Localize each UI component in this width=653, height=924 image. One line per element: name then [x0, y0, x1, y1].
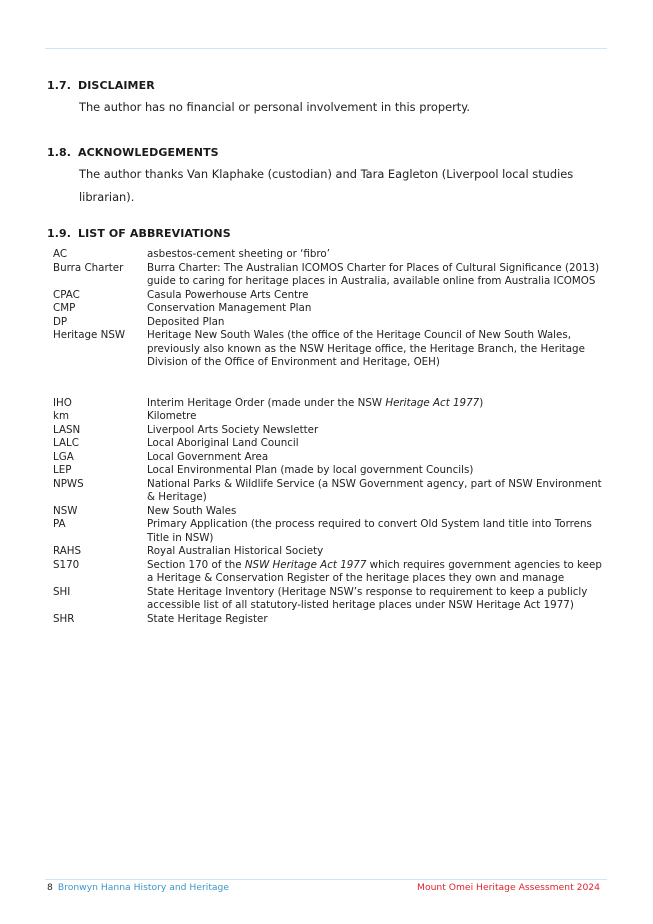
- abbreviation-row: [53, 424, 603, 438]
- abbreviation-term: km: [53, 410, 69, 422]
- definition-text: Interim Heritage Order (made under the NSW: [147, 396, 386, 409]
- abbreviation-definition: Local Government Area: [147, 450, 269, 463]
- abbreviation-definition: State Heritage Register: [147, 612, 268, 625]
- abbreviation-term: LEP: [53, 464, 72, 476]
- abbreviation-term: IHO: [53, 396, 72, 409]
- abbreviation-definition: Conservation Management Plan: [147, 302, 312, 314]
- abbreviation-term: AC: [53, 248, 68, 260]
- abbreviation-term: Burra Charter: [53, 261, 124, 274]
- abbreviation-definition: Local Aboriginal Land Council: [147, 437, 299, 449]
- abbreviation-row: [53, 613, 603, 627]
- section-number: 1.9.: [47, 227, 72, 240]
- abbreviation-definition: Heritage New South Wales (the office of the Heritage Council of New South Wales, previously also known as the NSW Heritage office, the Heritage Branch, the Heritage Division of the Office of Environment and Heritage, OEH): [147, 329, 585, 368]
- abbreviations-heading: [47, 227, 231, 240]
- abbreviation-row: [53, 437, 603, 451]
- footer-document-title: Mount Omei Heritage Assessment 2024: [417, 882, 600, 893]
- page-number: 8: [47, 882, 53, 893]
- section-title: ACKNOWLEDGEMENTS: [78, 146, 219, 159]
- footer-rule: [45, 879, 607, 880]
- abbreviation-term: Heritage NSW: [53, 329, 126, 341]
- abbreviation-row: [53, 329, 603, 370]
- abbreviation-definition: National Parks & Wildlife Service (a NSW Government agency, part of NSW Environment & Heritage): [147, 477, 602, 503]
- abbreviation-row: [53, 545, 603, 559]
- abbreviation-term: NSW: [53, 504, 78, 517]
- abbreviation-row: [53, 559, 603, 586]
- abbreviation-definition: Burra Charter: The Australian ICOMOS Charter for Places of Cultural Significance (2013) guide to caring for heritage places in Australia, available online from Australia ICOMOS: [147, 261, 600, 287]
- footer-left: [47, 882, 229, 893]
- abbreviation-term: CMP: [53, 302, 76, 314]
- abbreviation-term: NPWS: [53, 477, 84, 490]
- abbreviation-term: LASN: [53, 423, 81, 436]
- abbreviation-definition: Kilometre: [147, 410, 197, 422]
- acknowledgements-heading: [47, 146, 219, 159]
- abbreviation-definition: Primary Application (the process required to convert Old System land title into Torrens Title in NSW): [147, 518, 592, 544]
- abbreviation-row: [53, 289, 603, 303]
- abbreviation-row: [53, 397, 603, 411]
- abbreviation-definition: [147, 397, 602, 411]
- definition-text: Section 170 of the: [147, 558, 245, 571]
- abbreviation-term: LGA: [53, 450, 74, 463]
- abbreviation-definition: New South Wales: [147, 504, 237, 517]
- disclaimer-text: The author has no financial or personal involvement in this property.: [79, 100, 470, 114]
- abbreviation-term: PA: [53, 518, 66, 530]
- section-number: 1.7.: [47, 79, 72, 92]
- abbreviations-table: [53, 248, 603, 626]
- definition-text: ): [479, 396, 484, 409]
- abbreviation-row: [53, 518, 603, 545]
- act-title: Heritage Act 1977: [385, 396, 480, 409]
- abbreviation-term: SHI: [53, 585, 71, 598]
- abbreviation-row: [53, 464, 603, 478]
- abbreviation-term: RAHS: [53, 545, 82, 557]
- abbreviation-term: LALC: [53, 437, 79, 449]
- section-title: DISCLAIMER: [78, 79, 155, 92]
- section-title: LIST OF ABBREVIATIONS: [78, 227, 231, 240]
- footer-author: Bronwyn Hanna History and Heritage: [57, 882, 230, 893]
- abbreviation-row: [53, 262, 603, 289]
- abbreviation-row: [53, 248, 603, 262]
- abbreviation-term: CPAC: [53, 288, 80, 301]
- abbreviation-row: [53, 451, 603, 465]
- disclaimer-heading: [47, 79, 155, 92]
- abbreviation-term: DP: [53, 315, 68, 328]
- abbreviation-definition: asbestos-cement sheeting or ‘fibro’: [147, 248, 331, 260]
- abbreviation-definition: Local Environmental Plan (made by local government Councils): [147, 464, 474, 476]
- section-number: 1.8.: [47, 146, 72, 159]
- abbreviation-row: [53, 478, 603, 505]
- abbreviation-row: [53, 505, 603, 519]
- abbreviation-row: [53, 316, 603, 330]
- definition-text: which requires government agencies to keep a Heritage & Conservation Register of the heritage places they own and manage: [147, 558, 602, 584]
- abbreviation-term: S170: [53, 558, 80, 571]
- abbreviation-term: SHR: [53, 612, 75, 625]
- abbreviation-definition: Deposited Plan: [147, 315, 225, 328]
- abbreviation-definition: Liverpool Arts Society Newsletter: [147, 423, 319, 436]
- act-title: NSW Heritage Act 1977: [244, 558, 367, 571]
- header-rule: [45, 48, 607, 49]
- abbreviation-definition: [147, 559, 602, 586]
- abbreviation-row: [53, 302, 603, 316]
- abbreviation-row: [53, 586, 603, 613]
- abbreviation-definition: Casula Powerhouse Arts Centre: [147, 288, 309, 301]
- acknowledgements-text: The author thanks Van Klaphake (custodian) and Tara Eagleton (Liverpool local studies librarian).: [79, 167, 574, 204]
- abbreviation-definition: State Heritage Inventory (Heritage NSW’s response to requirement to keep a publicly accessible list of all statutory-listed heritage places under NSW Heritage Act 1977): [147, 585, 588, 611]
- abbreviation-row: [53, 410, 603, 424]
- abbreviation-definition: Royal Australian Historical Society: [147, 545, 324, 557]
